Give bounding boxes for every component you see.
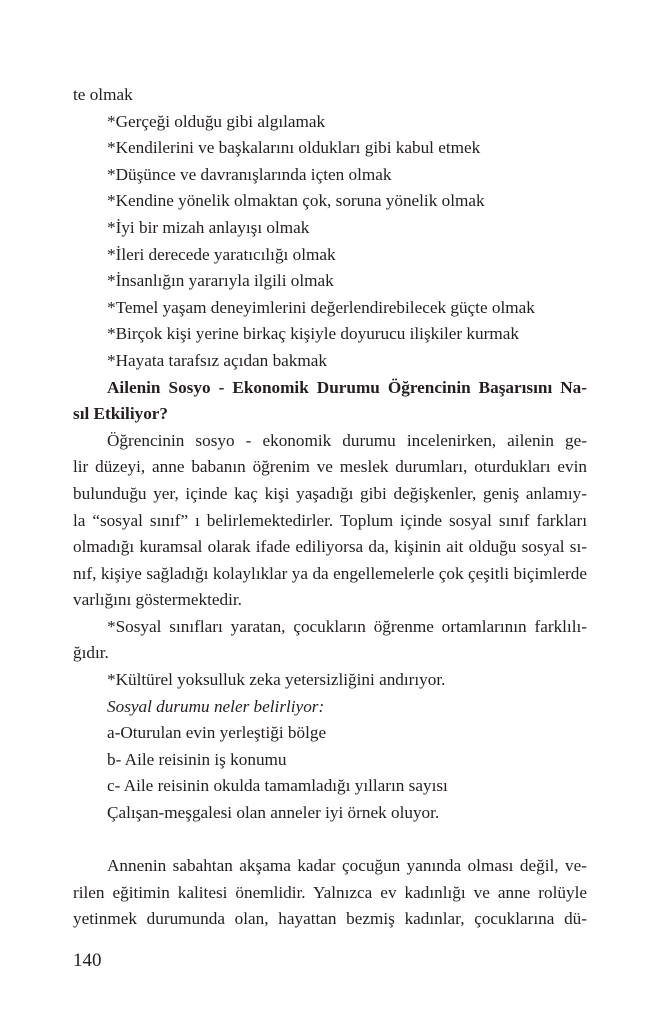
- section-heading-line-1: Ailenin Sosyo - Ekonomik Durumu Öğrencinin Başarısını Na-: [107, 377, 587, 397]
- paragraph-line: olmadığı kuramsal olarak ifade ediliyorsa da, kişinin ait olduğu sosyal sı-: [73, 537, 587, 557]
- italic-subheading: Sosyal durumu neler belirliyor:: [107, 696, 325, 716]
- list-item: *Temel yaşam deneyimlerini değerlendirebilecek güçte olmak: [107, 297, 535, 317]
- paragraph-line: *Sosyal sınıfları yaratan, çocukların öğrenme ortamlarının farklılı-: [107, 616, 587, 636]
- working-mothers-line: Çalışan-meşgalesi olan anneler iyi örnek oluyor.: [107, 803, 440, 823]
- paragraph-socioeconomic: [73, 428, 587, 614]
- list-item: c- Aile reisinin okulda tamamladığı yılların sayısı: [107, 776, 448, 796]
- list-item: *İyi bir mizah anlayışı olmak: [107, 217, 310, 237]
- factors-list: [73, 720, 587, 800]
- paragraph-line: rilen eğitimin kalitesi önemlidir. Yalnızca ev kadınlığı ve anne rolüyle: [73, 882, 587, 902]
- list-item: *Kendilerini ve başkalarını oldukları gibi kabul etmek: [107, 138, 481, 158]
- paragraph-mothers: [73, 853, 587, 933]
- list-item: *Düşünce ve davranışlarında içten olmak: [107, 164, 392, 184]
- list-item: *Kendine yönelik olmaktan çok, soruna yönelik olmak: [107, 191, 485, 211]
- paragraph-line: lir düzeyi, anne babanın öğrenim ve meslek durumları, oturdukları evin: [73, 457, 587, 477]
- paragraph-line: Annenin sabahtan akşama kadar çocuğun yanında olması değil, ve-: [107, 856, 587, 876]
- paragraph-line: varlığını göstermektedir.: [73, 590, 242, 610]
- list-item: *İnsanlığın yararıyla ilgili olmak: [107, 271, 334, 291]
- traits-list: [73, 109, 587, 375]
- list-item: a-Oturulan evin yerleştiği bölge: [107, 723, 327, 743]
- cultural-poverty-line: *Kültürel yoksulluk zeka yetersizliğini andırıyor.: [107, 670, 446, 690]
- page-number: 140: [73, 950, 102, 971]
- list-item: *Birçok kişi yerine birkaç kişiyle doyurucu ilişkiler kurmak: [107, 324, 519, 344]
- paragraph-line: bulunduğu yer, içinde kaç kişi yaşadığı gibi değişkenler, geniş anlamıy-: [73, 483, 587, 503]
- paragraph-line: yetinmek durumunda olan, hayattan bezmiş kadınlar, çocuklarına dü-: [73, 909, 587, 929]
- paragraph-line: Öğrencinin sosyo - ekonomik durumu incelenirken, ailenin ge-: [107, 430, 587, 450]
- section-heading: [73, 375, 587, 428]
- continuation-line: te olmak: [73, 85, 133, 104]
- list-item: *Gerçeği olduğu gibi algılamak: [107, 111, 326, 131]
- paragraph-line: la “sosyal sınıf” ı belirlemektedirler. Toplum içinde sosyal sınıf farkları: [73, 510, 587, 530]
- paragraph-social-classes: [73, 614, 587, 667]
- paragraph-line: ğıdır.: [73, 643, 109, 663]
- paragraph-spacer: [73, 827, 587, 854]
- list-item: *İleri derecede yaratıcılığı olmak: [107, 244, 336, 264]
- book-page-body: [73, 82, 587, 933]
- list-item: b- Aile reisinin iş konumu: [107, 749, 287, 769]
- section-heading-line-2: sıl Etkiliyor?: [73, 404, 169, 424]
- paragraph-line: nıf, kişiye sağladığı kolaylıklar ya da engellemelerle çok çeşitli biçimlerde: [73, 563, 587, 583]
- list-item: *Hayata tarafsız açıdan bakmak: [107, 350, 327, 370]
